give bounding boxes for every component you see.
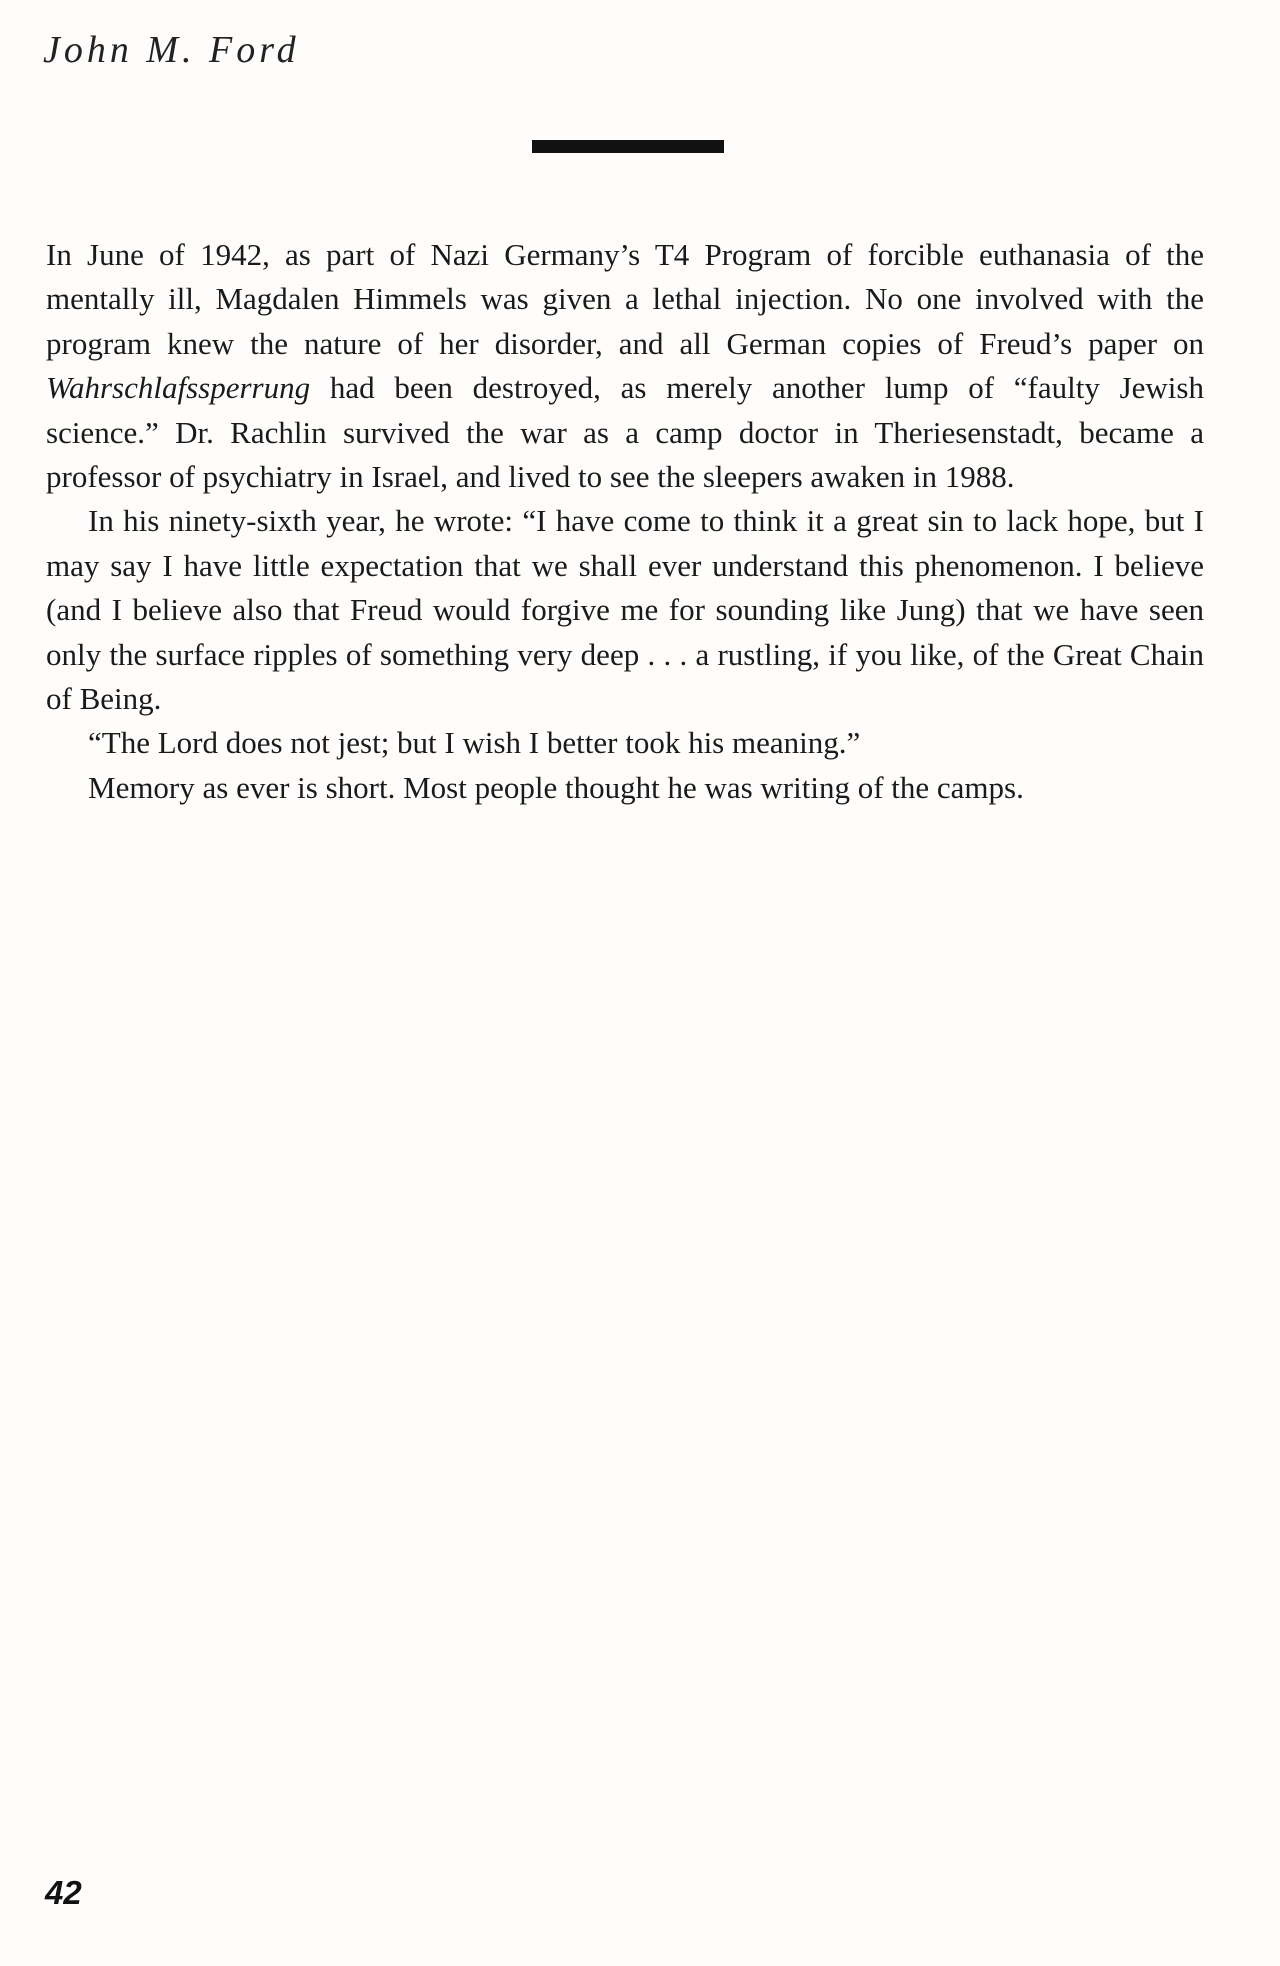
- paragraph-text: In June of 1942, as part of Nazi Germany’s T4 Program of forcible euthanasia of the mentally ill, Magdalen Himmels was given a lethal injection. No one involved with the program knew the nature of her disorder, and all German copies of Freud’s paper on: [46, 237, 1204, 361]
- section-break-rule: [532, 140, 724, 153]
- paragraph: “The Lord does not jest; but I wish I better took his meaning.”: [88, 725, 861, 761]
- paragraph: In his ninety-sixth year, he wrote: “I have come to think it a great sin to lack hope, but I may say I have little expectation that we shall ever understand this phenomenon. I believe (and I believe also that Freud would forgive me for sounding like Jung) that we have seen only the surface ripples of something very deep . . . a rustling, if you like, of the Great Chain of Being.: [46, 503, 1204, 717]
- italic-term: Wahrschlafssperrung: [46, 370, 311, 406]
- paragraph: [46, 233, 1204, 499]
- paragraph: Memory as ever is short. Most people thought he was writing of the camps.: [88, 769, 1024, 805]
- body-text: [46, 233, 1204, 810]
- page-number: 42: [45, 1874, 82, 1911]
- running-head: John M. Ford: [43, 29, 300, 71]
- paragraph-text: had been destroyed, as merely another lump of “faulty Jewish science.” Dr. Rachlin survived the war as a camp doctor in Theriesenstadt, became a professor of psychiatry in Israel, and lived to see the sleepers awaken in 1988.: [46, 370, 1204, 495]
